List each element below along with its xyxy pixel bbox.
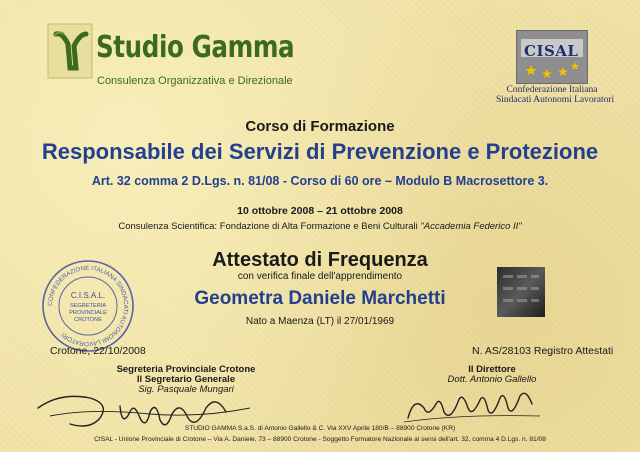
scientific-consulting xyxy=(0,221,640,232)
stamp-center-line1: C.I.S.A.L. xyxy=(70,291,106,300)
partner-name-line1: Confederazione Italiana xyxy=(506,85,598,95)
stamp-center-line3: PROVINCIALE xyxy=(69,310,107,316)
studio-gamma-logo-icon xyxy=(46,22,94,80)
cisal-stamp xyxy=(40,258,136,354)
certificate-subtitle: con verifica finale dell'apprendimento xyxy=(237,271,403,282)
logo-tagline: Consulenza Organizzativa e Direzionale xyxy=(97,75,293,87)
stamp-center-line4: CROTONE xyxy=(74,317,102,323)
course-kind: Corso di Formazione xyxy=(245,118,395,135)
right-signatory-role: Il Direttore xyxy=(468,364,516,375)
recipient-name: Geometra Daniele Marchetti xyxy=(194,288,446,309)
registry-number: N. AS/28103 Registro Attestati xyxy=(472,345,614,357)
scientific-consulting-name: "Accademia Federico II" xyxy=(420,221,522,232)
right-signatory-name: Dott. Antonio Gallello xyxy=(447,374,537,385)
course-title: Responsabile dei Servizi di Prevenzione e Protezione xyxy=(41,139,599,164)
partner-name-line2: Sindacati Autonomi Lavoratori xyxy=(496,95,615,105)
scientific-consulting-prefix: Consulenza Scientifica: Fondazione di Alta Formazione e Beni Culturali xyxy=(118,221,421,232)
hologram-seal-icon xyxy=(497,267,545,317)
course-subtitle: Art. 32 comma 2 D.Lgs. n. 81/08 - Corso di 60 ore – Modulo B Macrosettore 3. xyxy=(91,174,549,188)
certificate-title: Attestato di Frequenza xyxy=(212,249,428,271)
left-signatory-office: Segreteria Provinciale Crotone xyxy=(116,364,256,375)
logo-name: Studio Gamma xyxy=(96,30,295,65)
stamp-ring-text: CONFEDERAZIONE ITALIANA SINDACATI AUTONOMI LAVORATORI xyxy=(46,264,130,348)
cisal-logo-text: CISAL xyxy=(524,42,579,60)
course-dates: 10 ottobre 2008 – 21 ottobre 2008 xyxy=(237,205,403,217)
footer-line1: STUDIO GAMMA S.a.S. di Antonio Gallello & C. Via XXV Aprile 180/B – 88900 Crotone (KR) xyxy=(184,425,456,432)
place-date: Crotone, 22/10/2008 xyxy=(50,345,146,357)
stamp-center-line2: SEGRETERIA xyxy=(69,303,107,309)
right-signature xyxy=(400,378,550,428)
left-signatory-name: Sig. Pasquale Mungari xyxy=(138,384,234,395)
left-signatory-role: Il Segretario Generale xyxy=(136,374,236,385)
footer-line2: CISAL - Unione Provinciale di Crotone – Via A. Daniele, 73 – 88900 Crotone - Soggetto Formatore Nazionale ai sensi dell'art. 32, comma 4 D.Lgs. n. 81/08 xyxy=(94,436,546,443)
recipient-birth: Nato a Maenza (LT) il 27/01/1969 xyxy=(245,316,395,327)
